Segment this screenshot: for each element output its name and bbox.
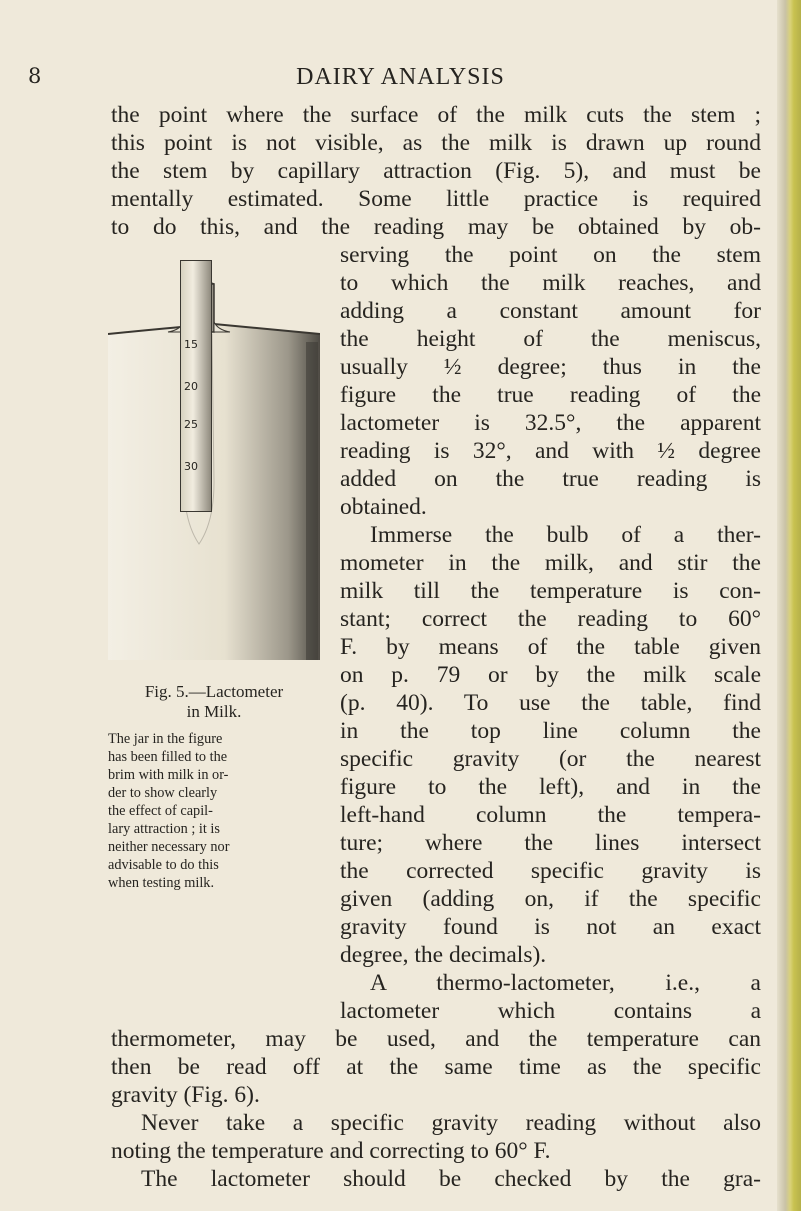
body-line: stant; correct the reading to 60° — [340, 606, 761, 632]
body-line: this point is not visible, as the milk is drawn up round — [111, 130, 761, 156]
body-line: gravity found is not an exact — [340, 914, 761, 940]
body-line: F. by means of the table given — [340, 634, 761, 660]
body-line: in the top line column the — [340, 718, 761, 744]
body-line: the stem by capillary attraction (Fig. 5), and must be — [111, 158, 761, 184]
body-line: lactometer is 32.5°, the apparent — [340, 410, 761, 436]
description-line: the effect of capil- — [108, 803, 213, 819]
body-line: the corrected specific gravity is — [340, 858, 761, 884]
body-line: given (adding on, if the specific — [340, 886, 761, 912]
description-line: The jar in the figure — [108, 731, 223, 747]
body-line: Never take a specific gravity reading without also — [141, 1110, 761, 1136]
running-head: DAIRY ANALYSIS — [296, 64, 505, 90]
body-line: to which the milk reaches, and — [340, 270, 761, 296]
figure-description — [108, 730, 320, 892]
body-line: ture; where the lines intersect — [340, 830, 761, 856]
body-line: then be read off at the same time as the specific — [111, 1054, 761, 1080]
body-line: noting the temperature and correcting to 60° F. — [111, 1138, 551, 1164]
description-line: when testing milk. — [108, 875, 215, 891]
body-line: adding a constant amount for — [340, 298, 761, 324]
page-number: 8 — [28, 64, 42, 88]
body-line: usually ½ degree; thus in the — [340, 354, 761, 380]
description-line: advisable to do this — [108, 857, 219, 873]
description-line: has been filled to the — [108, 749, 228, 765]
body-line: obtained. — [340, 494, 427, 520]
body-line: figure to the left), and in the — [340, 774, 761, 800]
body-line: (p. 40). To use the table, find — [340, 690, 761, 716]
body-line: on p. 79 or by the milk scale — [340, 662, 761, 688]
lactometer-scale — [180, 260, 220, 510]
body-line: serving the point on the stem — [340, 242, 761, 268]
body-line: mometer in the milk, and stir the — [340, 550, 761, 576]
body-line: degree, the decimals). — [340, 942, 547, 968]
description-line: lary attraction ; it is — [108, 821, 220, 837]
body-line: gravity (Fig. 6). — [111, 1082, 260, 1108]
body-line: the height of the meniscus, — [340, 326, 761, 352]
description-line: neither necessary nor — [108, 839, 230, 855]
scale-label: 25 — [184, 418, 198, 431]
body-line: thermometer, may be used, and the temperature can — [111, 1026, 761, 1052]
caption-line: in Milk. — [186, 702, 242, 721]
body-line: mentally estimated. Some little practice is required — [111, 186, 761, 212]
scale-label: 20 — [184, 380, 198, 393]
body-line: figure the true reading of the — [340, 382, 761, 408]
body-line: milk till the temperature is con- — [340, 578, 761, 604]
body-line: to do this, and the reading may be obtained by ob- — [111, 214, 761, 240]
body-line: A thermo-lactometer, i.e., a — [370, 970, 761, 996]
body-line: The lactometer should be checked by the gra- — [141, 1166, 761, 1192]
body-line: specific gravity (or the nearest — [340, 746, 761, 772]
body-line: lactometer which contains a — [340, 998, 761, 1024]
description-line: der to show clearly — [108, 785, 218, 801]
caption-line: Fig. 5.—Lactometer — [144, 682, 284, 701]
body-line: Immerse the bulb of a ther- — [370, 522, 761, 548]
body-line: added on the true reading is — [340, 466, 761, 492]
page-edge — [777, 0, 801, 1211]
description-line: brim with milk in or- — [108, 767, 229, 783]
scale-label: 30 — [184, 460, 198, 473]
body-line: reading is 32°, and with ½ degree — [340, 438, 761, 464]
body-line: left-hand column the tempera- — [340, 802, 761, 828]
figure-caption — [108, 682, 320, 722]
body-line: the point where the surface of the milk cuts the stem ; — [111, 102, 761, 128]
scale-label: 15 — [184, 338, 198, 351]
